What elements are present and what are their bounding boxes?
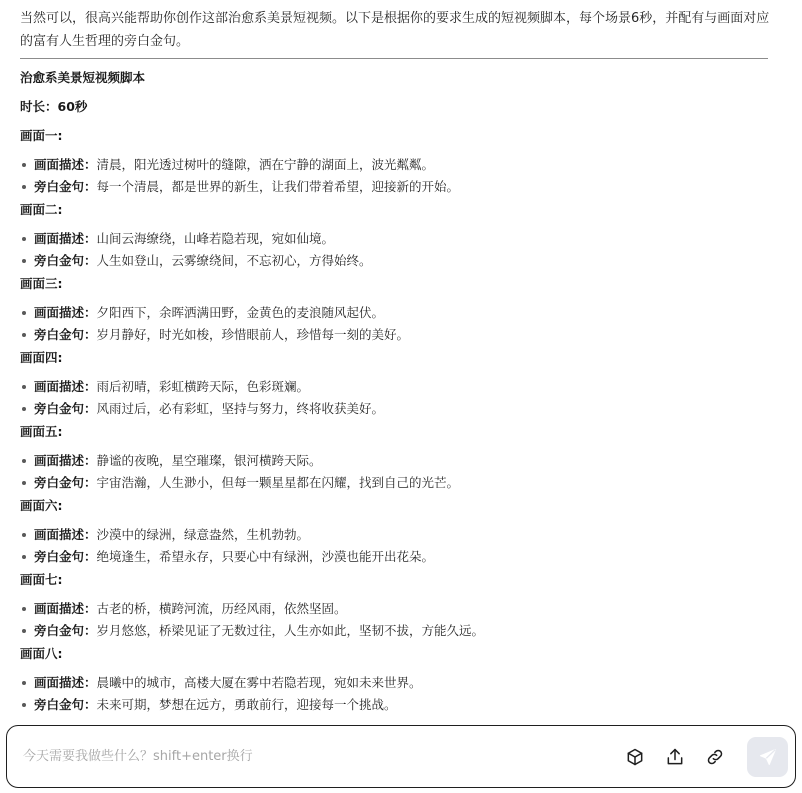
share-icon: [665, 747, 685, 767]
scene-description-item: [20, 228, 782, 250]
scene-description-label: 画面描述：: [34, 379, 97, 394]
cube-button[interactable]: [622, 744, 648, 770]
chat-input-box: [6, 725, 796, 788]
scene-description-label: 画面描述：: [34, 231, 97, 246]
bullet-dot: [22, 629, 26, 633]
scene-bullets: [20, 450, 782, 494]
scene-bullets: [20, 154, 782, 198]
script-duration: 时长：60秒: [20, 99, 88, 114]
scene-heading: 画面四:: [20, 350, 63, 365]
scene-description-text: 沙漠中的绿洲，绿意盎然，生机勃勃。: [96, 527, 310, 542]
scene-block: [20, 570, 782, 644]
scene-narration-label: 旁白金句：: [34, 401, 97, 416]
scene-description-label: 画面描述：: [34, 305, 97, 320]
bullet-dot: [22, 407, 26, 411]
scene-heading: 画面二:: [20, 202, 63, 217]
scene-block: [20, 644, 782, 718]
scene-heading: 画面三:: [20, 276, 63, 291]
scene-description-item: [20, 672, 782, 694]
scene-narration-item: [20, 694, 782, 716]
scene-narration-item: [20, 176, 782, 198]
scene-heading: 画面六:: [20, 498, 63, 513]
bullet-dot: [22, 555, 26, 559]
scene-heading: 画面七:: [20, 572, 63, 587]
scene-narration-label: 旁白金句：: [34, 253, 97, 268]
bullet-dot: [22, 481, 26, 485]
scene-heading: 画面一:: [20, 128, 63, 143]
scene-block: [20, 274, 782, 348]
scene-narration-text: 宇宙浩瀚，人生渺小，但每一颗星星都在闪耀，找到自己的光芒。: [96, 475, 460, 490]
bullet-dot: [22, 681, 26, 685]
scene-description-item: [20, 524, 782, 546]
assistant-intro-text: 当然可以，很高兴能帮助你创作这部治愈系美景短视频。以下是根据你的要求生成的短视频脚本，每个场景6秒，并配有与画面对应的富有人生哲理的旁白金句。: [20, 11, 770, 49]
cube-icon: [625, 747, 645, 767]
scene-block: [20, 126, 782, 200]
bullet-dot: [22, 703, 26, 707]
bullet-dot: [22, 459, 26, 463]
scene-narration-item: [20, 472, 782, 494]
link-button[interactable]: [702, 744, 728, 770]
scene-bullets: [20, 524, 782, 568]
bullet-dot: [22, 259, 26, 263]
scene-description-label: 画面描述：: [34, 453, 97, 468]
bullet-dot: [22, 333, 26, 337]
scene-narration-label: 旁白金句：: [34, 697, 97, 712]
scene-description-item: [20, 376, 782, 398]
scene-description-text: 山间云海缭绕，山峰若隐若现，宛如仙境。: [96, 231, 335, 246]
bullet-dot: [22, 185, 26, 189]
scene-description-text: 清晨，阳光透过树叶的缝隙，洒在宁静的湖面上，波光粼粼。: [96, 157, 435, 172]
scene-description-text: 晨曦中的城市，高楼大厦在雾中若隐若现，宛如未来世界。: [96, 675, 422, 690]
scene-bullets: [20, 302, 782, 346]
scene-narration-label: 旁白金句：: [34, 475, 97, 490]
scene-narration-label: 旁白金句：: [34, 549, 97, 564]
scene-description-label: 画面描述：: [34, 527, 97, 542]
scene-bullets: [20, 598, 782, 642]
scene-block: [20, 348, 782, 422]
scene-block: [20, 200, 782, 274]
bullet-dot: [22, 237, 26, 241]
scene-block: [20, 422, 782, 496]
scene-description-item: [20, 450, 782, 472]
share-button[interactable]: [662, 744, 688, 770]
scene-narration-item: [20, 620, 782, 642]
scene-description-label: 画面描述：: [34, 675, 97, 690]
bullet-dot: [22, 385, 26, 389]
scene-narration-item: [20, 250, 782, 272]
scene-bullets: [20, 672, 782, 716]
link-icon: [705, 747, 725, 767]
scene-description-text: 雨后初晴，彩虹横跨天际，色彩斑斓。: [96, 379, 310, 394]
scene-narration-text: 岁月静好，时光如梭，珍惜眼前人，珍惜每一刻的美好。: [96, 327, 410, 342]
scene-heading: 画面五:: [20, 424, 63, 439]
scene-narration-item: [20, 324, 782, 346]
script-title: 治愈系美景短视频脚本: [20, 70, 146, 85]
scene-narration-text: 每一个清晨，都是世界的新生，让我们带着希望，迎接新的开始。: [96, 179, 460, 194]
chat-input[interactable]: [23, 744, 583, 768]
bullet-dot: [22, 533, 26, 537]
scene-description-item: [20, 154, 782, 176]
scene-narration-item: [20, 398, 782, 420]
scene-narration-label: 旁白金句：: [34, 623, 97, 638]
scene-description-item: [20, 302, 782, 324]
bullet-dot: [22, 607, 26, 611]
scene-block: [20, 496, 782, 570]
scene-description-item: [20, 598, 782, 620]
scene-narration-text: 未来可期，梦想在远方，勇敢前行，迎接每一个挑战。: [96, 697, 397, 712]
scene-description-label: 画面描述：: [34, 601, 97, 616]
scene-narration-label: 旁白金句：: [34, 327, 97, 342]
bullet-dot: [22, 311, 26, 315]
scene-bullets: [20, 376, 782, 420]
scene-narration-text: 人生如登山，云雾缭绕间，不忘初心，方得始终。: [96, 253, 372, 268]
scene-narration-label: 旁白金句：: [34, 179, 97, 194]
scene-narration-text: 风雨过后，必有彩虹，坚持与努力，终将收获美好。: [96, 401, 385, 416]
scene-description-text: 夕阳西下，余晖洒满田野，金黄色的麦浪随风起伏。: [96, 305, 385, 320]
scene-list: [20, 126, 782, 718]
scene-description-text: 静谧的夜晚，星空璀璨，银河横跨天际。: [96, 453, 322, 468]
scene-narration-text: 岁月悠悠，桥梁见证了无数过往，人生亦如此，坚韧不拔，方能久远。: [96, 623, 485, 638]
send-icon: [758, 747, 778, 767]
scene-heading: 画面八:: [20, 646, 63, 661]
scene-narration-text: 绝境逢生，希望永存，只要心中有绿洲，沙漠也能开出花朵。: [96, 549, 435, 564]
scene-description-text: 古老的桥，横跨河流，历经风雨，依然坚固。: [96, 601, 347, 616]
scene-description-label: 画面描述：: [34, 157, 97, 172]
bullet-dot: [22, 163, 26, 167]
horizontal-divider: [20, 58, 768, 59]
scene-narration-item: [20, 546, 782, 568]
send-button[interactable]: [747, 737, 788, 777]
scene-bullets: [20, 228, 782, 272]
